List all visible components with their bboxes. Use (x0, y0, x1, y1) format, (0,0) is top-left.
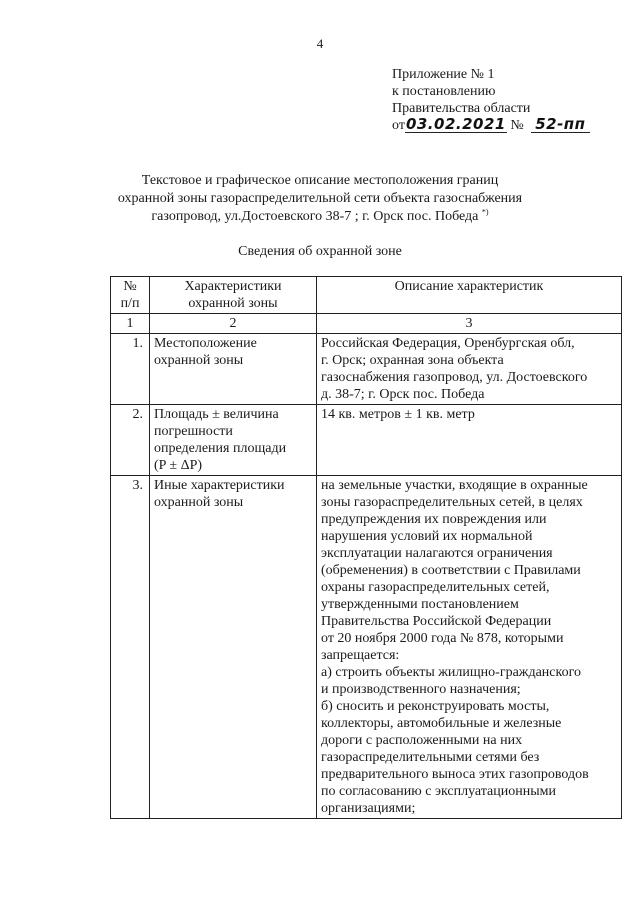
date-prefix: от (392, 118, 405, 133)
appendix-header (392, 66, 590, 134)
cell-text-line: 14 кв. метров ± 1 кв. метр (321, 407, 475, 422)
header-characteristic (150, 277, 317, 314)
header-description: Описание характеристик (317, 277, 622, 314)
cell-text-line: дороги с расположенными на них (321, 733, 523, 748)
cell-text-line: Площадь ± величина (154, 407, 279, 422)
section-title: Сведения об охранной зоне (238, 244, 402, 259)
cell-text-line: коллекторы, автомобильные и железные (321, 716, 562, 731)
row-characteristic (150, 476, 317, 819)
column-number-3: 3 (317, 314, 622, 334)
cell-text-line: Российская Федерация, Оренбургская обл, (321, 336, 575, 351)
row-number: 2. (111, 405, 150, 476)
cell-text-line: (обременения) в соответствии с Правилами (321, 563, 581, 578)
row-number: 1. (111, 334, 150, 405)
header-number-line-2: п/п (120, 296, 140, 311)
document-title (0, 172, 640, 226)
cell-text-line: газораспределительными сетями без (321, 750, 540, 765)
cell-text-line: б) сносить и реконструировать мосты, (321, 699, 550, 714)
cell-text-line: г. Орск; охранная зона объекта (321, 353, 504, 368)
cell-text-line: погрешности (154, 424, 233, 439)
table-row (111, 405, 622, 476)
cell-text-line: и производственного назначения; (321, 682, 521, 697)
cell-text-line: охранной зоны (154, 495, 244, 510)
cell-text-line: газоснабжения газопровод, ул. Достоевского (321, 370, 588, 385)
cell-text-line: д. 38-7; г. Орск пос. Победа (321, 387, 485, 402)
cell-text-line: определения площади (154, 441, 287, 456)
cell-text-line: охранной зоны (154, 353, 244, 368)
table-row (111, 476, 622, 819)
page-number: 4 (316, 36, 324, 51)
column-number-1: 1 (111, 314, 150, 334)
appendix-line-3: Правительства области (392, 101, 531, 116)
title-line-2: охранной зоны газораспределительной сети объекта газоснабжения (117, 191, 523, 206)
column-number-row (111, 314, 622, 334)
row-characteristic (150, 405, 317, 476)
cell-text-line: эксплуатации налагаются ограничения (321, 546, 553, 561)
row-description (317, 405, 622, 476)
cell-text-line: от 20 ноября 2000 года № 878, которыми (321, 631, 564, 646)
header-number (111, 277, 150, 314)
handwritten-date: 03.02.2021 (405, 115, 506, 133)
row-description (317, 334, 622, 405)
row-number: 3. (111, 476, 150, 819)
cell-text-line: по согласованию с эксплуатационными (321, 784, 556, 799)
appendix-line-2: к постановлению (392, 84, 496, 99)
cell-text-line: предварительного выноса этих газопроводов (321, 767, 589, 782)
column-number-2: 2 (150, 314, 317, 334)
row-description (317, 476, 622, 819)
cell-text-line: Иные характеристики (154, 478, 285, 493)
table-header-row (111, 277, 622, 314)
cell-text-line: (P ± ΔP) (154, 458, 203, 473)
row-characteristic (150, 334, 317, 405)
header-characteristic-line-1: Характеристики (184, 279, 282, 294)
cell-text-line: предупреждения их повреждения или (321, 512, 547, 527)
protection-zone-table (110, 276, 622, 819)
title-line-3-text: газопровод, ул.Достоевского 38-7 ; г. Орск пос. Победа (151, 209, 479, 224)
number-prefix: № (510, 118, 524, 133)
cell-text-line: Правительства Российской Федерации (321, 614, 552, 629)
title-line-1: Текстовое и графическое описание местоположения границ (141, 173, 499, 188)
cell-text-line: на земельные участки, входящие в охранные (321, 478, 588, 493)
cell-text-line: охраны газораспределительных сетей, (321, 580, 550, 595)
header-characteristic-line-2: охранной зоны (188, 296, 278, 311)
cell-text-line: нарушения условий их нормальной (321, 529, 533, 544)
header-number-line-1: № (123, 279, 137, 294)
cell-text-line: а) строить объекты жилищно-гражданского (321, 665, 581, 680)
footnote-mark: *) (481, 207, 489, 217)
appendix-date-line (392, 117, 590, 134)
title-line-3 (0, 208, 640, 226)
cell-text-line: утвержденными постановлением (321, 597, 519, 612)
handwritten-number: 52-пп (531, 117, 589, 133)
cell-text-line: организациями; (321, 801, 416, 816)
appendix-line-1: Приложение № 1 (392, 67, 495, 82)
cell-text-line: Местоположение (154, 336, 257, 351)
cell-text-line: запрещается: (321, 648, 400, 663)
table-row (111, 334, 622, 405)
cell-text-line: зоны газораспределительных сетей, в целях (321, 495, 583, 510)
